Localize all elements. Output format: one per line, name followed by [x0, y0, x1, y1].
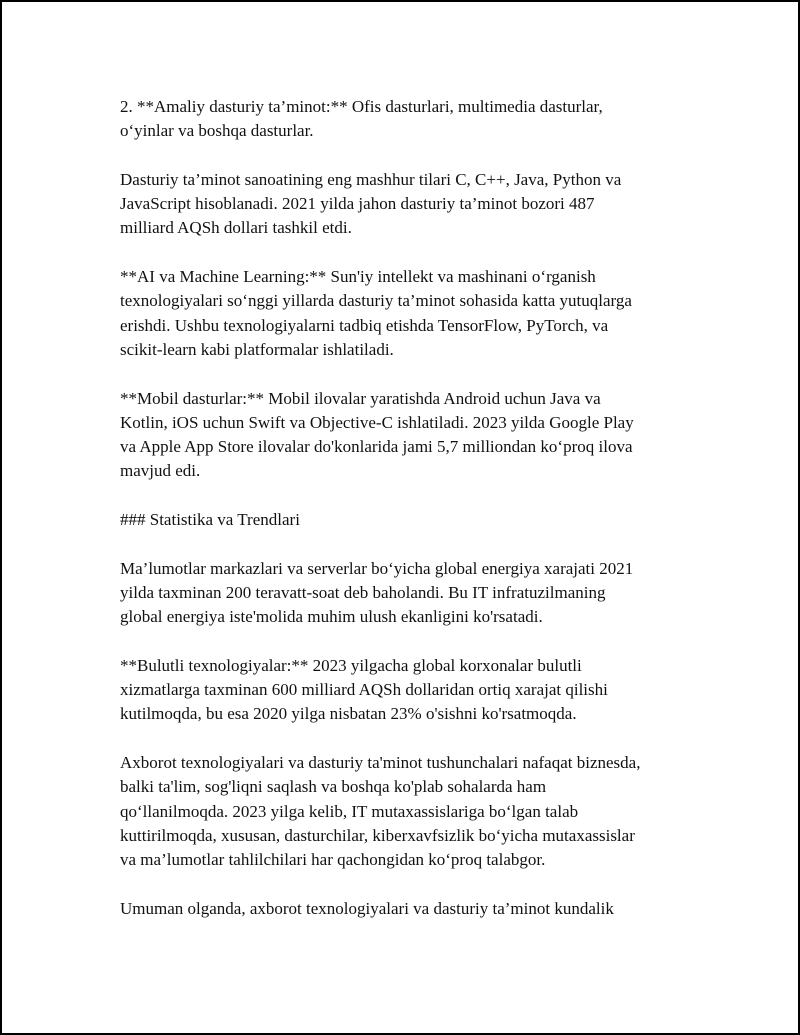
paragraph-energiya-xarajati: Ma’lumotlar markazlari va serverlar bo‘yicha global energiya xarajati 2021 yilda taxminan 200 teravatt-soat deb baholandi. Bu IT infratuzilmaning global energiya iste'molida muhim ulush ekanligini ko'rsatadi.	[120, 558, 634, 627]
paragraph-bulutli-texnologiyalar: **Bulutli texnologiyalar:** 2023 yilgacha global korxonalar bulutli xizmatlarga taxminan 600 milliard AQSh dollaridan ortiq xarajat qilishi kutilmoqda, bu esa 2020 yilga nisbatan 23% o'sishni ko'rsatmoqda.	[120, 655, 608, 724]
paragraph-it-mutaxassislar: Axborot texnologiyalari va dasturiy ta'minot tushunchalari nafaqat biznesda, balki ta'lim, sog'liqni saqlash va boshqa ko'plab sohalarda ham qo‘llanilmoqda. 2023 yilga kelib, IT mutaxassislariga bo‘lgan talab kuttirilmoqda, xususan, dasturchilar, kiberxavfsizlik bo‘yicha mutaxassislar va ma’lumotlar tahlilchilari har qachongidan ko‘proq talabgor.	[120, 753, 641, 870]
paragraph-xulosa: Umuman olganda, axborot texnologiyalari va dasturiy ta’minot kundalik	[120, 898, 614, 918]
section-heading-statistika: ### Statistika va Trendlari	[120, 510, 300, 530]
paragraph-dasturlash-tillari: Dasturiy ta’minot sanoatining eng mashhur tilari C, C++, Java, Python va JavaScript hisoblanadi. 2021 yilda jahon dasturiy ta’minot bozori 487 milliard AQSh dollari tashkil etdi.	[120, 169, 622, 238]
paragraph-ai-machine-learning: **AI va Machine Learning:** Sun'iy intellekt va mashinani o‘rganish texnologiyalari so‘nggi yillarda dasturiy ta’minot sohasida katta yutuqlarga erishdi. Ushbu texnologiyalarni tadbiq etishda TensorFlow, PyTorch, va scikit-learn kabi platformalar ishlatiladi.	[120, 267, 632, 359]
paragraph-mobil-dasturlar: **Mobil dasturlar:** Mobil ilovalar yaratishda Android uchun Java va Kotlin, iOS uchun Swift va Objective-C ishlatiladi. 2023 yilda Google Play va Apple App Store ilovalar do'konlarida jami 5,7 milliondan ko‘proq ilova mavjud edi.	[120, 388, 634, 481]
paragraph-amaliy-dasturiy-taminot: 2. **Amaliy dasturiy ta’minot:** Ofis dasturlari, multimedia dasturlar, o‘yinlar va boshqa dasturlar.	[120, 97, 603, 141]
document-body	[120, 95, 700, 945]
